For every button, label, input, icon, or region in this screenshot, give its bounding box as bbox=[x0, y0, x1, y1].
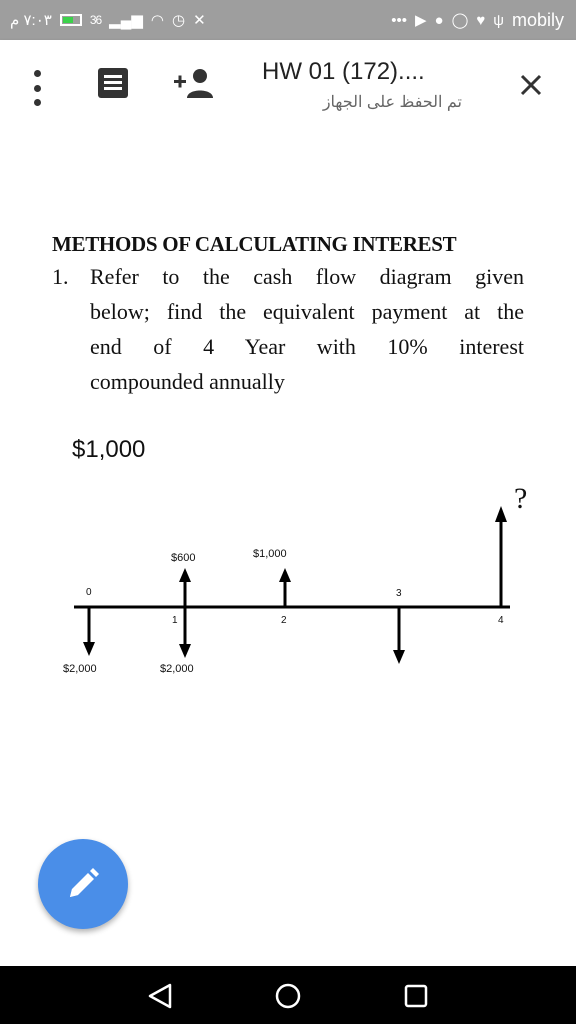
battery-icon bbox=[60, 14, 82, 26]
recents-icon[interactable] bbox=[402, 982, 430, 1010]
wifi-icon: ◠ bbox=[150, 12, 164, 29]
question-number: 1. bbox=[52, 264, 69, 289]
more-vert-icon[interactable] bbox=[28, 70, 46, 106]
arrow-up-period-4 bbox=[495, 506, 507, 607]
notification-overflow: ••• bbox=[391, 11, 407, 29]
question-line: end of 4 Year with 10% interest bbox=[90, 334, 524, 359]
edit-fab-button[interactable] bbox=[38, 839, 128, 929]
period-label: 1 bbox=[172, 615, 178, 626]
period-label: 3 bbox=[396, 588, 402, 599]
down-label-2000: $2,000 bbox=[160, 663, 194, 675]
arrow-down-period-1 bbox=[179, 607, 191, 658]
status-left bbox=[10, 0, 206, 40]
document-title: HW 01 (172).... bbox=[262, 58, 425, 85]
arrow-down-period-3 bbox=[393, 607, 405, 664]
status-right bbox=[391, 0, 564, 40]
arrow-up-period-1 bbox=[179, 568, 191, 607]
back-icon[interactable] bbox=[146, 982, 174, 1010]
network-badge: 36 bbox=[89, 13, 102, 27]
status-bar bbox=[0, 0, 576, 40]
pencil-icon bbox=[66, 867, 100, 901]
up-label-600: $600 bbox=[171, 552, 196, 564]
question-line: below; find the equivalent payment at the bbox=[90, 299, 524, 324]
home-icon[interactable] bbox=[274, 982, 302, 1010]
heart-icon: ♥ bbox=[476, 11, 486, 29]
question-line: compounded annually bbox=[90, 369, 285, 394]
usb-icon: ψ bbox=[493, 11, 504, 29]
section-heading: METHODS OF CALCULATING INTEREST bbox=[52, 232, 457, 256]
up-label-1000: $1,000 bbox=[253, 548, 287, 560]
alarm-icon: ◷ bbox=[171, 12, 186, 29]
signal-icon: ▂▄▆ bbox=[109, 12, 143, 29]
app-icon: ● bbox=[434, 11, 444, 29]
navigation-bar bbox=[0, 966, 576, 1024]
top-amount-label: $1,000 bbox=[72, 436, 146, 463]
period-label: 0 bbox=[86, 587, 92, 598]
play-icon: ▶ bbox=[414, 12, 427, 29]
down-label-2000: $2,000 bbox=[63, 663, 97, 675]
arrow-up-period-2 bbox=[279, 568, 291, 607]
arrow-down-period-0 bbox=[83, 607, 95, 656]
carrier-name: mobily bbox=[511, 9, 564, 30]
close-icon[interactable] bbox=[516, 70, 546, 100]
save-status: تم الحفظ على الجهاز bbox=[322, 94, 462, 111]
cash-flow-diagram bbox=[0, 128, 576, 828]
unknown-label: ? bbox=[514, 482, 528, 515]
question-line: Refer to the cash flow diagram given bbox=[90, 264, 524, 289]
mute-icon: ✕ bbox=[193, 12, 206, 29]
document-toolbar bbox=[0, 40, 576, 128]
whatsapp-icon: ◯ bbox=[451, 12, 469, 29]
period-label: 4 bbox=[498, 615, 504, 626]
document-icon[interactable] bbox=[98, 68, 128, 98]
clock: ٧:٠٣ م bbox=[10, 12, 52, 29]
add-person-icon[interactable] bbox=[172, 66, 216, 100]
period-label: 2 bbox=[281, 615, 287, 626]
